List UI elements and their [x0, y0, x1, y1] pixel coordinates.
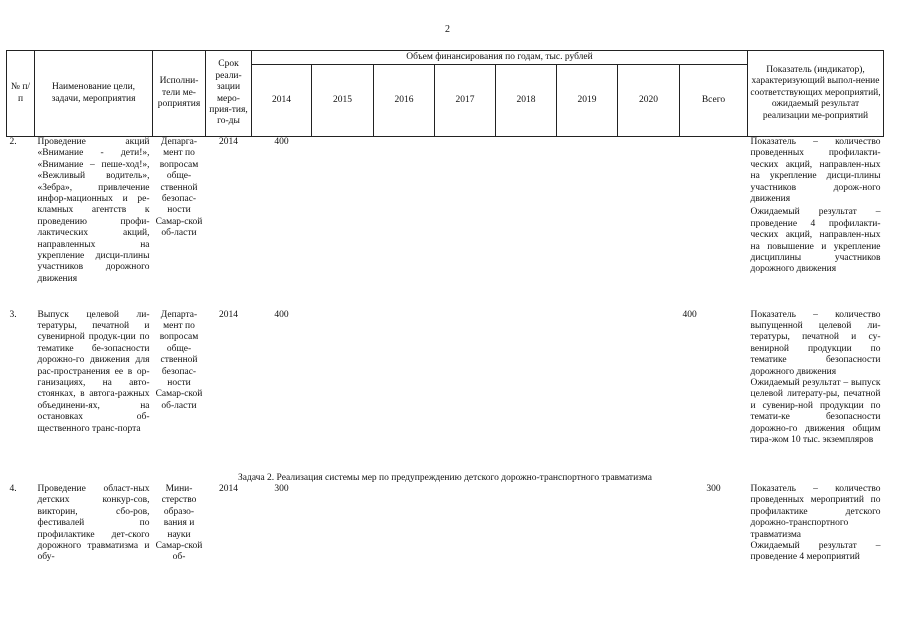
header-funding: Объем финансирования по годам, тыс. рублей: [252, 51, 748, 65]
row-value-2014: 300: [274, 483, 289, 494]
indicator-text: Показатель – количество проведенных мероприятий по профилактике детского дорожно-транспортного травматизма: [750, 483, 881, 540]
table-row: [7, 310, 884, 473]
row-name: Проведение акций «Внимание - дети!», «Внимание – пеше-ход!», «Вежливый водитель», «Зебра», привлечение инфор-мационных и ре-кламных агентств к проведению профи-лактических акций, направленных на укрепление дисци-плины участников дорожного движения: [37, 137, 150, 284]
header-year-2019: 2019: [557, 65, 618, 137]
row-total: 300: [706, 483, 721, 494]
row-executor: Депарга-мент по вопросам обще-ственной безопас-ности Самар-ской об-ласти: [155, 137, 203, 239]
task-heading: Задача 2. Реализация системы мер по предупреждению детского дорожно-транспортного травматизма: [238, 472, 652, 483]
table-row: [7, 137, 884, 310]
header-term: Срок реали-зации меро-прия-тия, го-ды: [206, 51, 252, 137]
header-year-2020: 2020: [618, 65, 680, 137]
row-value-2020: [618, 484, 680, 564]
row-value-2019: [557, 310, 618, 473]
row-number: 2.: [9, 137, 17, 147]
row-number: 4.: [9, 483, 17, 494]
row-value-2016: [374, 484, 435, 564]
row-value-2016: [374, 310, 435, 473]
funding-table: [6, 50, 884, 564]
row-value-2019: [557, 484, 618, 564]
row-total: 400: [682, 309, 697, 320]
indicator-text: Показатель – количество выпущенной целевой ли-тературы, печатной и су-венирной продукции по тематике безопасности дорожного движения: [750, 309, 881, 377]
header-executors: Исполни-тели ме-роприятия: [153, 51, 206, 137]
row-value-2018: [496, 484, 557, 564]
row-executor: Департа-мент по вопросам обще-ственной безопас-ности Самар-ской об-ласти: [155, 309, 203, 411]
header-indicator: Показатель (индикатор), характеризующий выпол-нение соответствующих мероприятий, ожидаемый результат реализации ме-роприятий: [748, 51, 884, 137]
header-year-2018: 2018: [496, 65, 557, 137]
expected-result-text: Ожидаемый результат – выпуск целевой литерату-ры, печатной и сувенир-ной продукции по темати-ке безопасности дорожно-го движения общим тира-жом 10 тыс. экземпляров: [750, 377, 881, 445]
header-year-2017: 2017: [435, 65, 496, 137]
indicator-text: Показатель – количество проведенных профилакти-ческих акций, направлен-ных на укрепление дисци-плины участников дорож-ного движения: [750, 137, 881, 205]
row-indicator: [748, 484, 884, 564]
page-number: 2: [445, 24, 450, 35]
row-value-2015: [312, 310, 374, 473]
row-value-2019: [557, 137, 618, 310]
row-name: Выпуск целевой ли-тературы, печатной и сувенирной продук-ции по тематике бе-зопасности дорожно-го движения для рас-пространения ее в ор-ганизациях, на авто-стоянках, в автога-ражных объединени-ях, на остановках об-щественного транс-порта: [37, 309, 150, 434]
row-number: 3.: [9, 309, 17, 320]
table-row: [7, 484, 884, 564]
row-value-2020: [618, 137, 680, 310]
row-value-2020: [618, 310, 680, 473]
header-year-2016: 2016: [374, 65, 435, 137]
expected-result-text: Ожидаемый результат – проведение 4 мероприятий: [750, 540, 881, 563]
row-indicator: [748, 310, 884, 473]
row-value-2018: [496, 310, 557, 473]
header-total: Всего: [680, 65, 748, 137]
row-value-2018: [496, 137, 557, 310]
row-value-2017: [435, 137, 496, 310]
row-value-2015: [312, 137, 374, 310]
row-value-2015: [312, 484, 374, 564]
row-term: 2014: [219, 137, 238, 147]
row-term: 2014: [219, 309, 238, 320]
header-name: Наименование цели, задачи, мероприятия: [35, 51, 153, 137]
row-value-2014: 400: [274, 309, 289, 320]
row-executor: Мини-стерство образо-вания и науки Самар-ской об-: [155, 483, 203, 563]
row-indicator: [748, 137, 884, 310]
header-num: № п/п: [7, 51, 35, 137]
row-value-2014: 400: [274, 137, 289, 147]
header-year-2014: 2014: [252, 65, 312, 137]
row-total: [680, 137, 748, 310]
header-year-2015: 2015: [312, 65, 374, 137]
row-value-2017: [435, 484, 496, 564]
row-name: Проведение област-ных детских конкур-сов, викторин, сбо-ров, фестивалей по профилактике дет-ского дорожного травматизма и обу-: [37, 483, 150, 563]
row-value-2016: [374, 137, 435, 310]
expected-result-text: Ожидаемый результат – проведение 4 профилакти-ческих акций, направлен-ных на повышение и укрепление дисциплины участников дорожного движения: [750, 207, 881, 275]
row-term: 2014: [219, 483, 238, 494]
row-value-2017: [435, 310, 496, 473]
task-heading-row: [7, 473, 884, 484]
